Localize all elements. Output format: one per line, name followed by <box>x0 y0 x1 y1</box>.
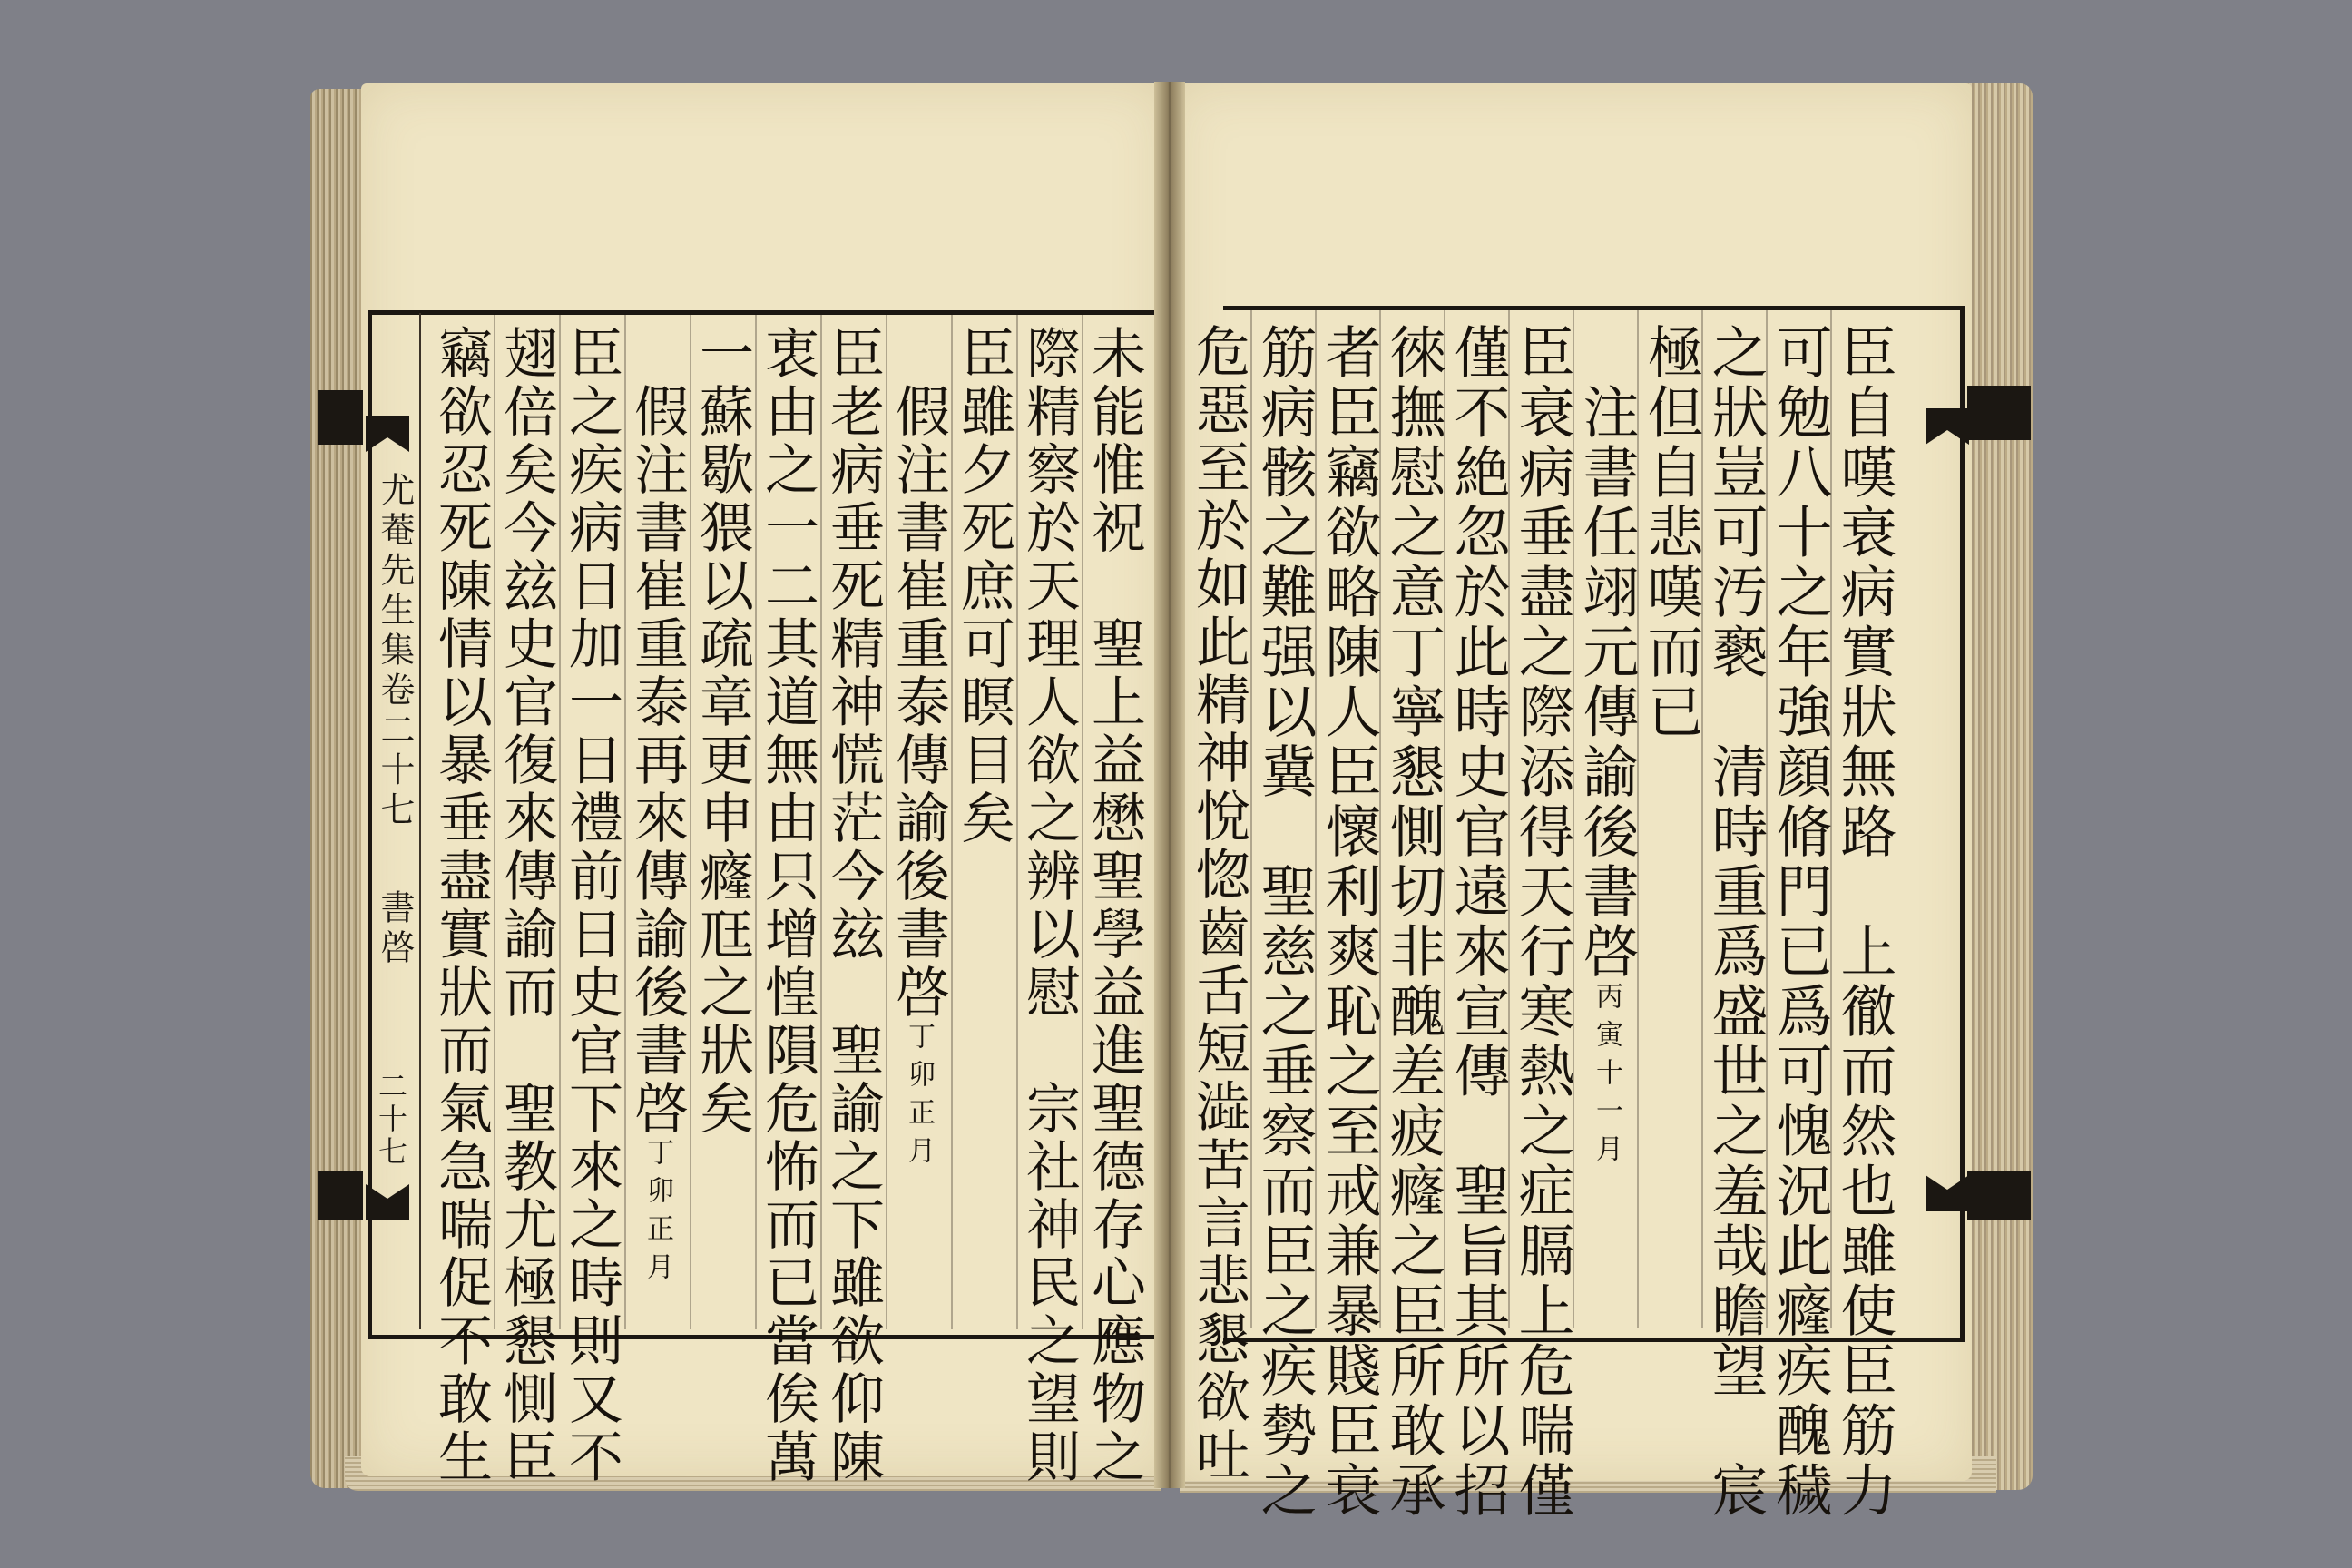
binding-thread-left-top <box>318 390 363 445</box>
right-col-5: 注書任翊元傳諭後書啓丙寅十一月 <box>1573 323 1640 1172</box>
right-col-3: 之狀豈可汚褻 清時重爲盛世之羞哉瞻望 宸 <box>1702 323 1769 1521</box>
left-col-9: 臣之疾病日加一日禮前日史官下來之時則又不 <box>560 325 623 1486</box>
left-col-10: 翅倍矣今玆史官復來傳諭而 聖教尤極懇惻臣 <box>495 325 558 1486</box>
left-col-3: 臣雖夕死庶可瞑目矣 <box>952 325 1015 848</box>
right-col-8: 徠撫慰之意丁寧懇惻切非醜差疲癃之臣所敢承 <box>1380 323 1446 1521</box>
right-page-edges <box>1967 83 2033 1490</box>
folio-number: 二十七 <box>374 1071 408 1169</box>
binding-thread-right-bottom <box>1967 1171 2031 1220</box>
date-note: 丁卯正月 <box>642 1138 673 1290</box>
date-note: 丁卯正月 <box>903 1022 935 1174</box>
right-col-7: 僅不絶忽於此時史官遠來宣傳 聖旨其所以招 <box>1445 323 1511 1521</box>
book-gutter <box>1154 82 1185 1488</box>
left-col-5: 臣老病垂死精神慌茫今玆 聖諭之下雖欲仰陳 <box>821 325 885 1486</box>
right-col-6: 臣衰病垂盡之際添得天行寒熱之症膈上危喘僅 <box>1509 323 1575 1521</box>
date-note: 丙寅十一月 <box>1591 982 1622 1172</box>
right-col-4: 極但自悲嘆而已 <box>1638 323 1704 742</box>
left-col-2: 際精察於天理人欲之辨以慰 宗社神民之望則 <box>1017 325 1081 1486</box>
left-col-8: 假注書崔重泰再來傳諭後書啓丁卯正月 <box>625 325 689 1290</box>
binding-thread-right-top <box>1967 386 2031 440</box>
left-col-1: 未能惟祝 聖上益懋聖學益進聖德存心應物之 <box>1083 325 1146 1486</box>
left-page-edges <box>310 89 363 1488</box>
book-title: 尤菴先生集卷二十七 <box>375 472 415 831</box>
right-col-10: 筋病骸之難强以冀 聖慈之垂察而臣之疾勢之 <box>1251 323 1318 1521</box>
right-col-11: 危惡至於如此精神悅惚齒舌短澁苦言悲懇欲吐 <box>1187 323 1250 1485</box>
heart-rule <box>419 313 421 1329</box>
binding-thread-left-bottom <box>318 1171 363 1220</box>
left-col-7: 一蘇歇猥以疏章更申癃尫之狀矣 <box>691 325 754 1138</box>
right-col-2: 可勉八十之年強顔脩門已爲可愧況此癃疾醜穢 <box>1767 323 1833 1521</box>
section-title: 書啓 <box>375 889 415 969</box>
right-col-9: 者臣竊欲略陳人臣懷利爽恥之至戒兼暴賤臣衰 <box>1316 323 1382 1521</box>
left-col-6: 衷由之一二其道無由只增惶隕危怖而已當俟萬 <box>756 325 819 1486</box>
left-col-11: 竊欲忍死陳情以暴垂盡實狀而氣急喘促不敢生 <box>429 325 493 1486</box>
right-col-1: 臣自嘆衰病實狀無路 上徹而然也雖使臣筋力 <box>1831 323 1897 1521</box>
left-col-4: 假注書崔重泰傳諭後書啓丁卯正月 <box>887 325 950 1174</box>
